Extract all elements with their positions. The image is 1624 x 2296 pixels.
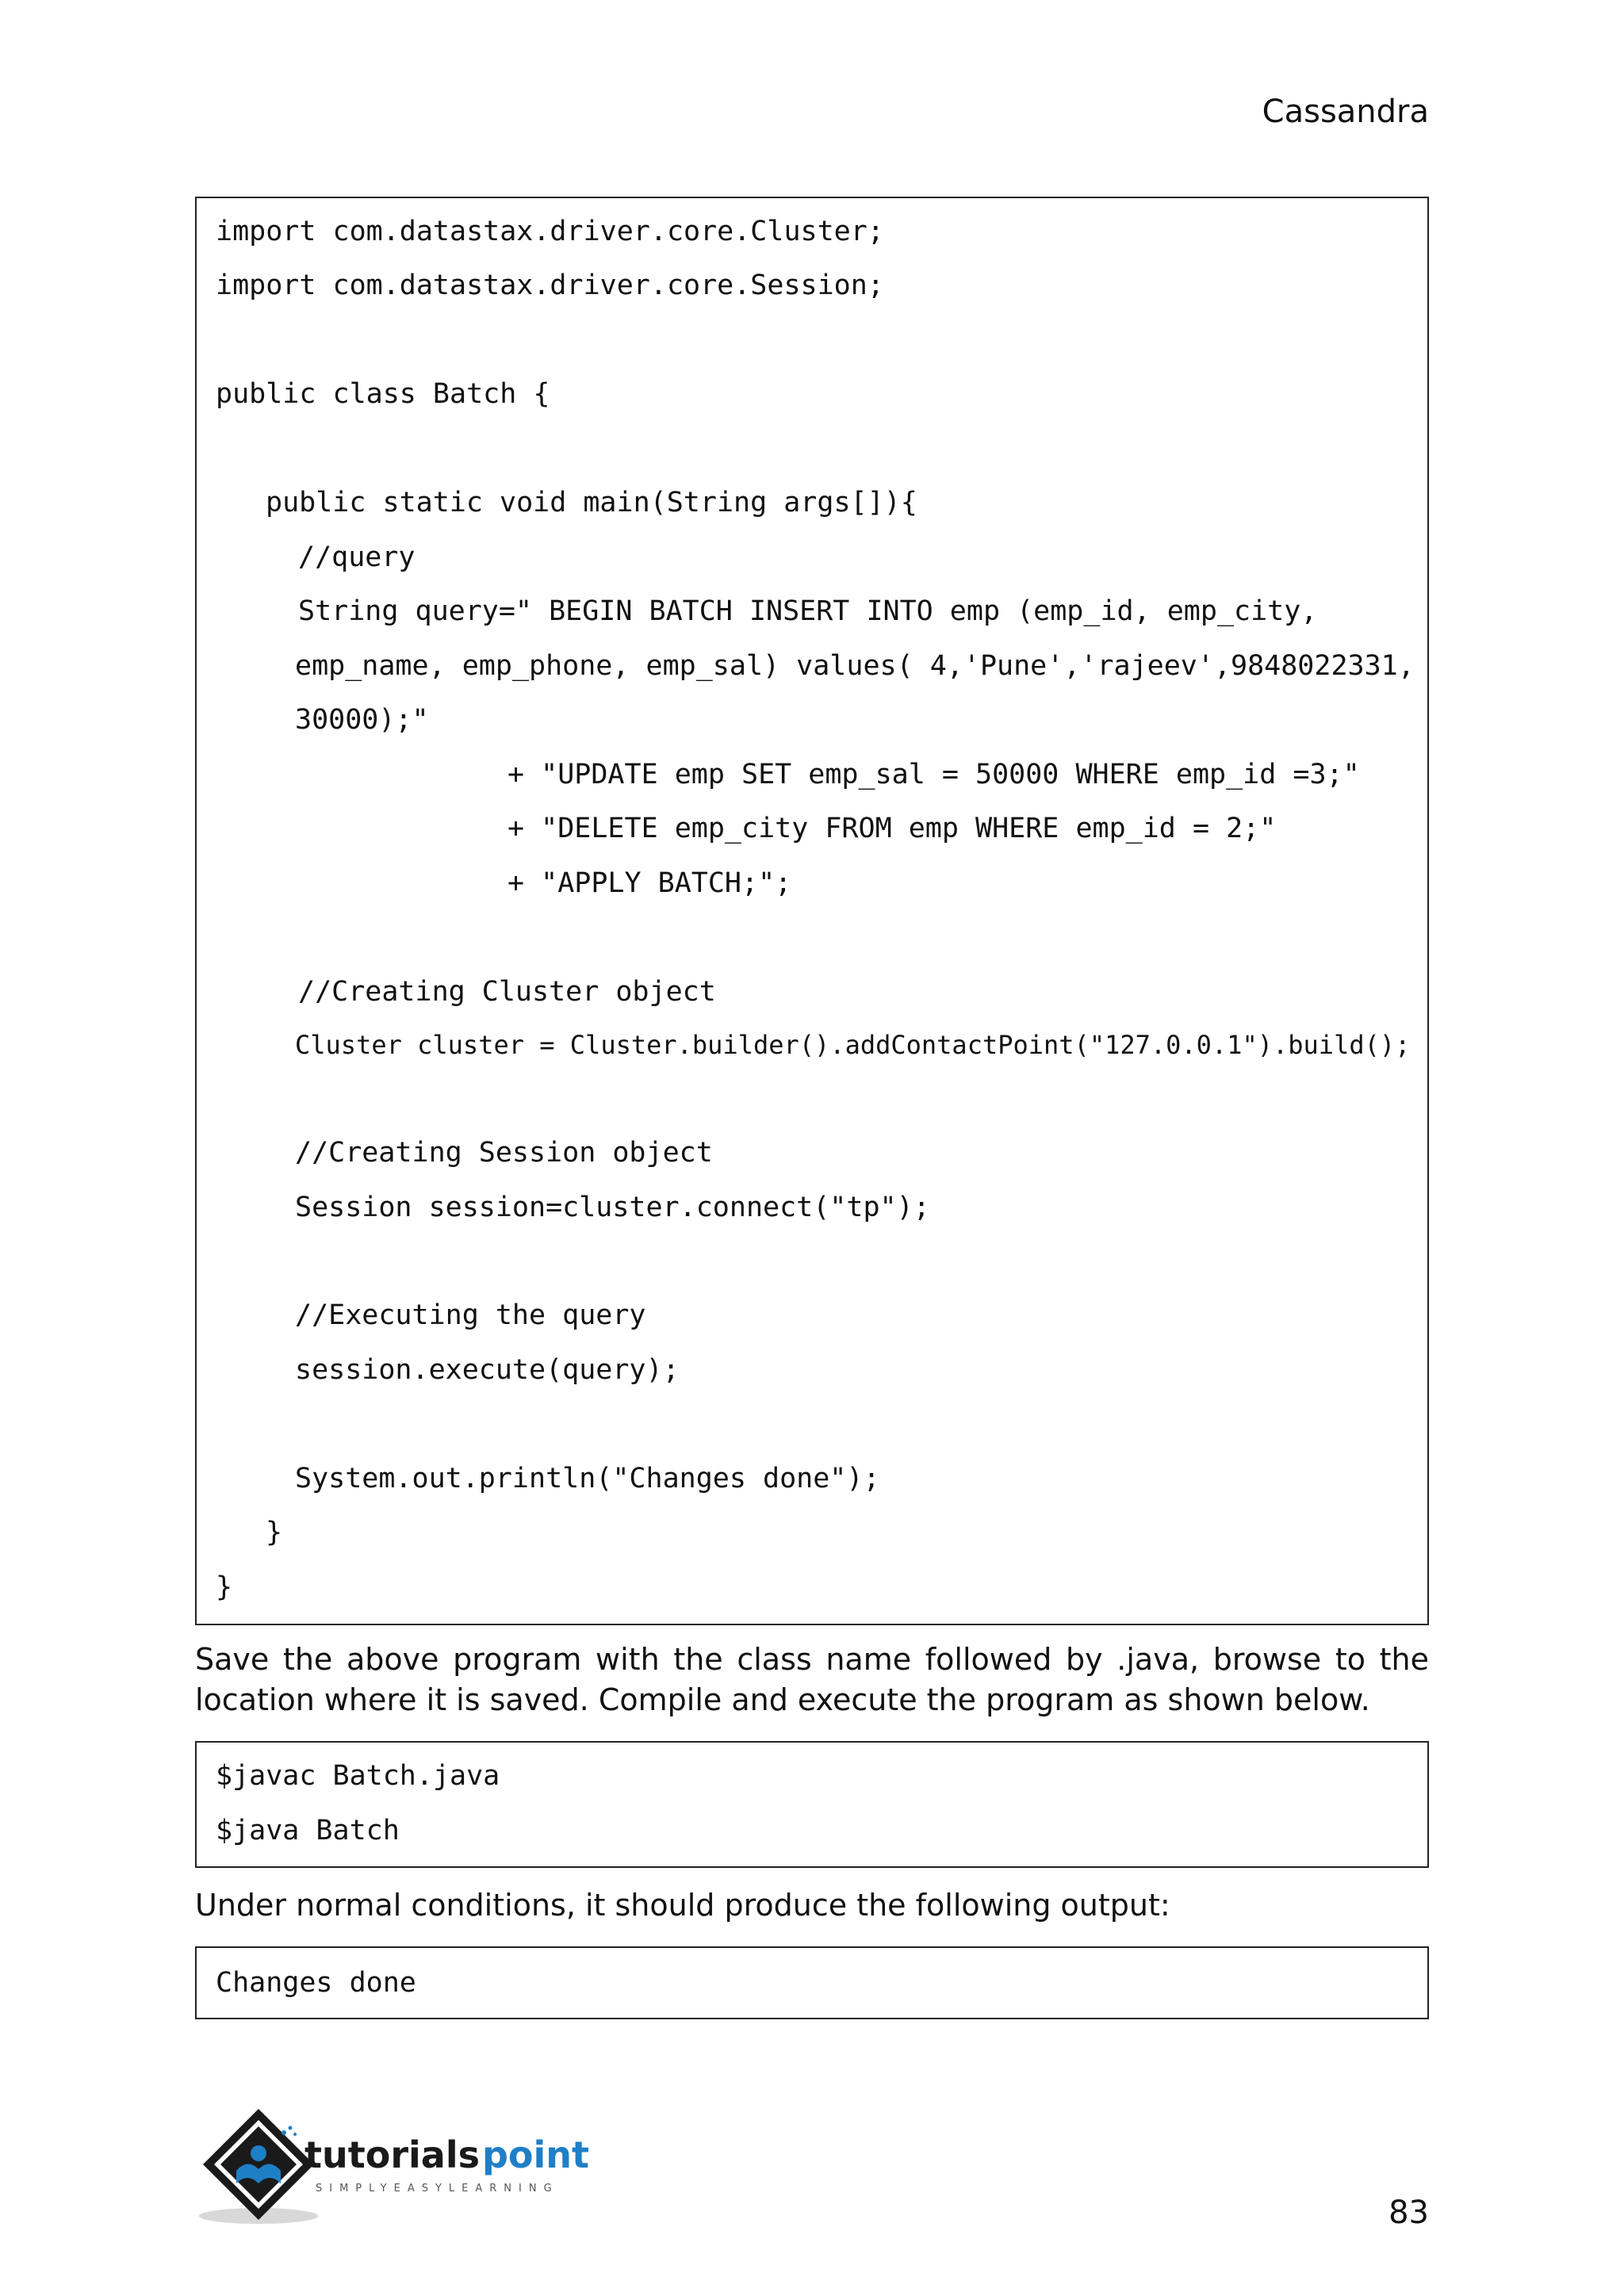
code-line: 30000);" — [295, 704, 429, 736]
tutorialspoint-logo — [195, 2101, 623, 2228]
running-header: Cassandra — [1262, 94, 1429, 130]
code-line: session.execute(query); — [295, 1354, 680, 1386]
logo-tagline: SIMPLYEASYLEARNING — [316, 2183, 559, 2195]
code-line: System.out.println("Changes done"); — [295, 1463, 880, 1494]
code-line: //Executing the query — [295, 1299, 646, 1331]
code-line: public static void main(String args[]){ — [266, 487, 917, 519]
code-line: + "DELETE emp_city FROM emp WHERE emp_id = 2;" — [508, 813, 1277, 844]
code-line: $java Batch — [216, 1815, 400, 1846]
code-line: emp_name, emp_phone, emp_sal) values( 4,'Pune','rajeev',9848022331, — [295, 650, 1415, 682]
logo-person-icon — [251, 2145, 266, 2161]
code-block-main — [195, 197, 1429, 1625]
code-line: //query — [298, 541, 416, 573]
code-line: import com.datastax.driver.core.Session; — [216, 270, 884, 301]
code-line: Session session=cluster.connect("tp"); — [295, 1192, 930, 1223]
code-line: } — [266, 1517, 283, 1548]
logo-wordmark-1: tutorials — [304, 2133, 480, 2176]
code-line: String query=" BEGIN BATCH INSERT INTO emp (emp_id, emp_city, — [298, 595, 1318, 627]
body-paragraph: Under normal conditions, it should produce the following output: — [195, 1888, 1170, 1923]
code-line: Changes done — [216, 1967, 416, 1999]
code-line: import com.datastax.driver.core.Cluster; — [216, 216, 884, 247]
page-number: 83 — [1388, 2195, 1429, 2231]
code-line: $javac Batch.java — [216, 1760, 500, 1792]
code-line: Cluster cluster = Cluster.builder().addContactPoint("127.0.0.1").build(); — [295, 1030, 1411, 1060]
logo-wordmark-2: point — [482, 2133, 590, 2176]
body-paragraph: Save the above program with the class name followed by .java, browse to the location where it is saved. Compile and execute the program as shown below. — [195, 1642, 1429, 1717]
code-line: } — [216, 1571, 233, 1603]
code-line: + "UPDATE emp SET emp_sal = 50000 WHERE emp_id =3;" — [508, 759, 1360, 790]
code-line: //Creating Cluster object — [298, 976, 716, 1008]
code-line: + "APPLY BATCH;"; — [508, 867, 792, 899]
code-line: //Creating Session object — [295, 1137, 713, 1169]
code-line: public class Batch { — [216, 378, 550, 410]
